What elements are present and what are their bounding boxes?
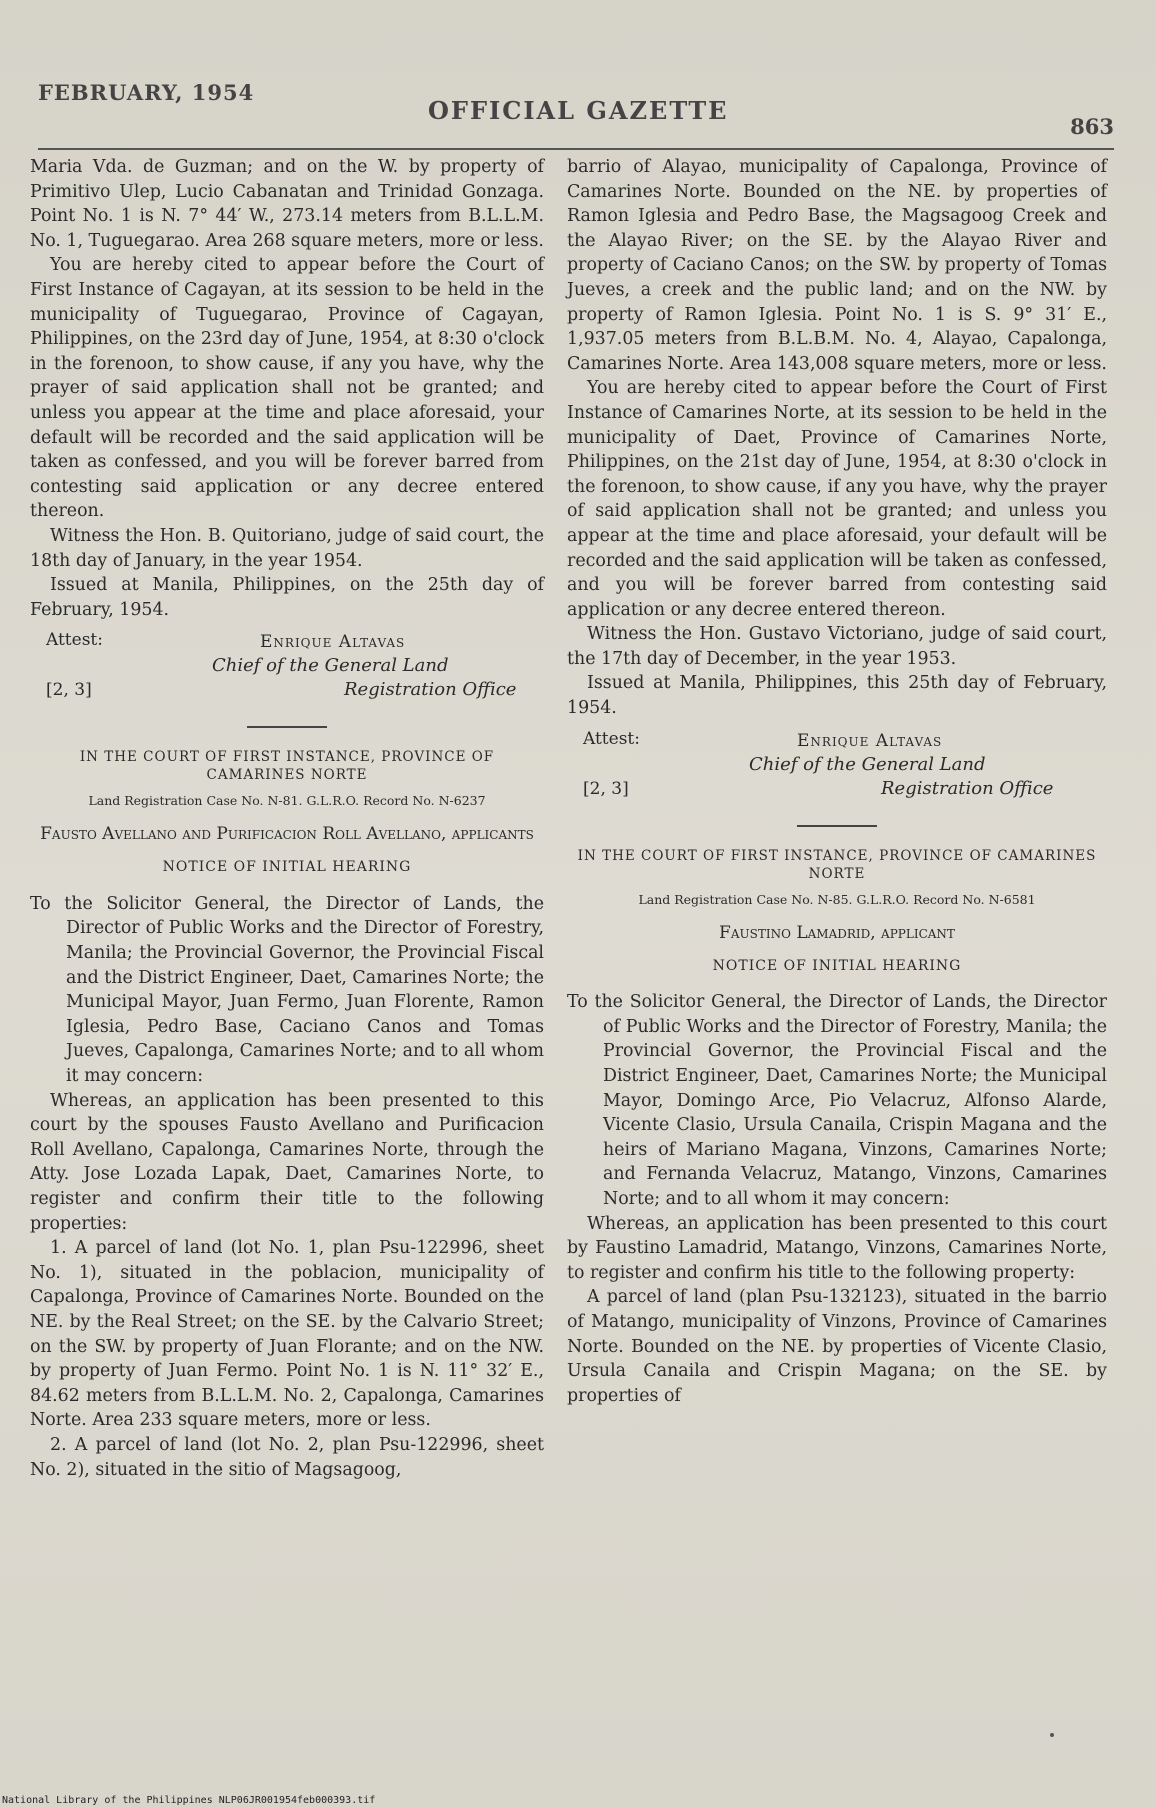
paragraph: You are hereby cited to appear before the Court of First Instance of Cagayan, at its session to be held in the municipality of Tuguegarao, Province of Cagayan, Philippines, on the 23rd day of June, 1954, at 8:30 o'clock in the forenoon, to show cause, if any you have, why the prayer of said application shall not be granted; and unless you appear at the time and place aforesaid, your default will be recorded and the said application will be taken as confessed, and you will be forever barred from contesting said application or any decree entered thereon. [30, 255, 544, 522]
applicants: Fausto Avellano and Purificacion Roll Avellano, applicants [40, 824, 534, 845]
attest-office: Registration Office [344, 679, 517, 701]
attest-title: Chief of the General Land [212, 655, 449, 677]
applicants: Faustino Lamadrid, applicant [719, 922, 955, 943]
court-heading: IN THE COURT OF FIRST INSTANCE, PROVINCE OF CAMARINES NORTE [577, 847, 1097, 882]
left-column [30, 155, 544, 1482]
attest-label: Attest: [583, 728, 640, 749]
issue-ref: [2, 3] [583, 778, 629, 799]
publication-title: OFFICIAL GAZETTE [428, 96, 729, 125]
page-number: 863 [1070, 114, 1114, 139]
paragraph: You are hereby cited to appear before the Court of First Instance of Camarines Norte, at its session to be held in the municipality of Daet, Province of Camarines Norte, Philippines, on the 21st day of June, 1954, at 8:30 o'clock in the forenoon, to show cause, if any you have, why the prayer of said application shall not be granted; and unless you appear at the time and place aforesaid, your default will be recorded and the said application will be taken as confessed, and you will be forever barred from contesting said application or any decree entered thereon. [567, 378, 1107, 620]
case-number: Land Registration Case No. N-85. G.L.R.O. Record No. N-6581 [638, 891, 1036, 907]
ink-speck [1050, 1733, 1054, 1737]
paragraph: Whereas, an application has been presented to this court by the spouses Fausto Avellano and Purificacion Roll Avellano, Capalonga, Camarines Norte, through the Atty. Jose Lozada Lapak, Daet, Camarines Norte, to register and confirm their title to the following properties: [30, 1090, 544, 1234]
attest-title: Chief of the General Land [749, 753, 986, 775]
paragraph: barrio of Alayao, municipality of Capalonga, Province of Camarines Norte. Bounded on the NE. by properties of Ramon Iglesia and Pedro Base, the Magsagoog Creek and the Alayao River; on the SE. by the Alayao River and property of Caciano Canos; on the SW. by property of Tomas Jueves, a creek and the public land; and on the NW. by property of Ramon Iglesia. Point No. 1 is S. 9° 31′ E., 1,937.05 meters from B.L.B.M. No. 4, Alayao, Capalonga, Camarines Norte. Area 143,008 square meters, more or less. [567, 157, 1107, 374]
notice-title: NOTICE OF INITIAL HEARING [712, 957, 962, 974]
paragraph: 2. A parcel of land (lot No. 2, plan Psu-122996, sheet No. 2), situated in the sitio of Magsagoog, [30, 1434, 544, 1480]
paragraph: Witness the Hon. B. Quitoriano, judge of said court, the 18th day of January, in the year 1954. [30, 525, 544, 571]
paragraph: Issued at Manila, Philippines, on the 25th day of February, 1954. [30, 575, 544, 620]
attest-name: Enrique Altavas [260, 632, 406, 653]
attest-label: Attest: [46, 630, 103, 651]
paragraph: Whereas, an application has been presented to this court by Faustino Lamadrid, Matango, Vinzons, Camarines Norte, to register and confirm his title to the following property: [567, 1213, 1107, 1283]
attest-block [30, 628, 544, 704]
attest-block [567, 727, 1107, 803]
notice-title: NOTICE OF INITIAL HEARING [162, 859, 412, 876]
addressees: To the Solicitor General, the Director of Lands, the Director of Public Works and the Director of Forestry, Manila; the Provincial Governor, the Provincial Fiscal and the District Engineer, Daet, Camarines Norte; the Municipal Mayor, Juan Fermo, Juan Florente, Ramon Iglesia, Pedro Base, Caciano Canos and Tomas Jueves, Capalonga, Camarines Norte; and to all whom it may concern: [30, 893, 544, 1087]
attest-name: Enrique Altavas [797, 730, 943, 751]
issue-date: FEBRUARY, 1954 [38, 80, 255, 105]
paragraph: Maria Vda. de Guzman; and on the W. by property of Primitivo Ulep, Lucio Cabanatan and Trinidad Gonzaga. Point No. 1 is N. 7° 44′ W., 273.14 meters from B.L.L.M. No. 1, Tuguegarao. Area 268 square meters, more or less. [30, 157, 544, 251]
paragraph: Issued at Manila, Philippines, this 25th day of February, 1954. [567, 673, 1107, 719]
page-header [38, 78, 1114, 139]
case-number: Land Registration Case No. N-81. G.L.R.O. Record No. N-6237 [88, 793, 486, 809]
addressees: To the Solicitor General, the Director of Lands, the Director of Public Works and the Director of Forestry, Manila; the Provincial Governor, the Provincial Fiscal and the District Engineer, Daet, Camarines Norte; the Municipal Mayor, Domingo Arce, Pio Velacruz, Alfonso Alarde, Vicente Clasio, Ursula Canaila, Crispin Magana and the heirs of Mariano Magana, Vinzons, Camarines Norte; and Fernanda Velacruz, Matango, Vinzons, Camarines Norte; and to all whom it may concern: [567, 992, 1107, 1209]
paragraph: Witness the Hon. Gustavo Victoriano, judge of said court, the 17th day of December, in the year 1953. [567, 624, 1107, 669]
scan-footer: National Library of the Philippines NLP06JR001954feb000393.tif [2, 1795, 376, 1806]
header-rule [38, 148, 1114, 150]
section-divider [797, 825, 877, 827]
paragraph: 1. A parcel of land (lot No. 1, plan Psu-122996, sheet No. 1), situated in the poblacion, municipality of Capalonga, Province of Camarines Norte. Bounded on the NE. by the Real Street; on the SE. by the Calvario Street; on the SW. by property of Juan Florante; and on the NW. by property of Juan Fermo. Point No. 1 is N. 11° 32′ E., 84.62 meters from B.L.L.M. No. 2, Capalonga, Camarines Norte. Area 233 square meters, more or less. [30, 1238, 544, 1431]
court-heading: IN THE COURT OF FIRST INSTANCE, PROVINCE OF CAMARINES NORTE [79, 749, 495, 784]
issue-ref: [2, 3] [46, 680, 92, 701]
right-column [567, 155, 1107, 1408]
section-divider [247, 726, 327, 728]
attest-office: Registration Office [881, 777, 1054, 799]
paragraph: A parcel of land (plan Psu-132123), situated in the barrio of Matango, municipality of Vinzons, Province of Camarines Norte. Bounded on the NE. by properties of Vicente Clasio, Ursula Canaila and Crispin Magana; on the SE. by properties of [567, 1287, 1107, 1406]
